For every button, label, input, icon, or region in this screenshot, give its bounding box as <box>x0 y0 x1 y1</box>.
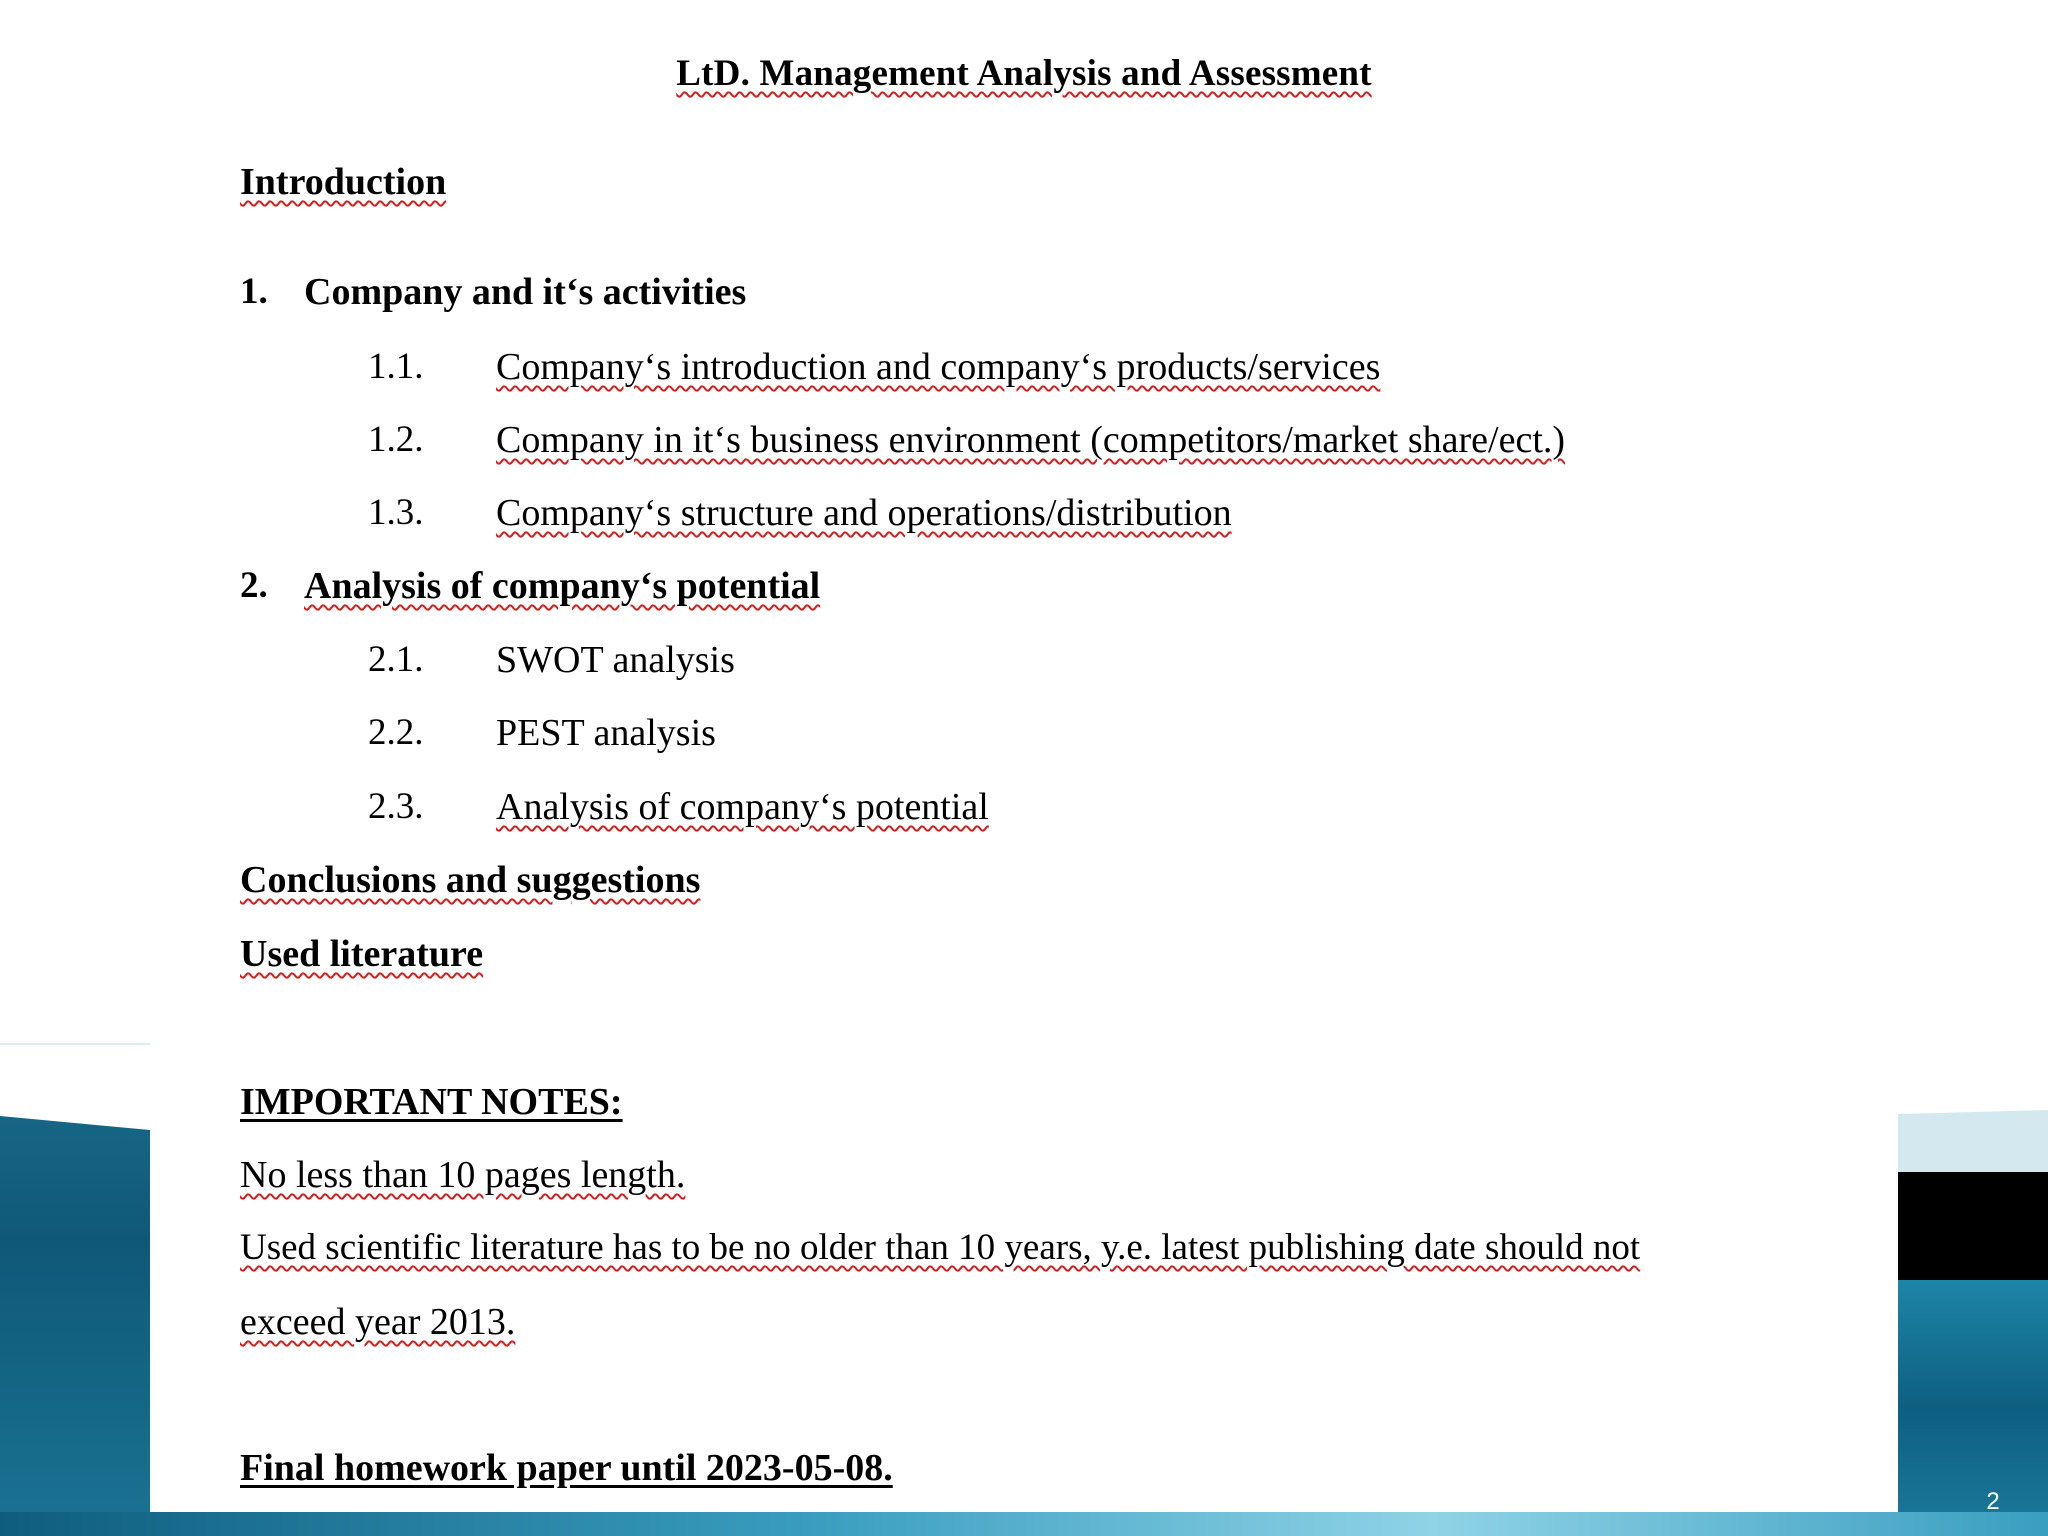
item-2-2-number: 2.2. <box>368 712 424 753</box>
notes-line-2: Used scientific literature has to be no older than 10 years, y.e. latest publishing date should not <box>240 1227 1641 1268</box>
item-2-2-text: PEST analysis <box>496 712 716 754</box>
slide-decoration-right-pale <box>1898 1110 2048 1174</box>
item-1-2-number: 1.2. <box>368 419 424 460</box>
deadline: Final homework paper until 2023-05-08. <box>240 1447 893 1489</box>
item-2-3-number: 2.3. <box>368 786 424 827</box>
slide-decoration-left <box>0 1044 150 1536</box>
item-1-1-text: Company‘s introduction and company‘s products/services <box>496 346 1381 388</box>
slide-decoration-bottom <box>0 1512 2048 1536</box>
document-page <box>150 0 1898 1512</box>
slide-decoration-right-black <box>1898 1172 2048 1280</box>
item-1-2-text: Company in it‘s business environment (competitors/market share/ect.) <box>496 419 1566 461</box>
heading-literature: Used literature <box>240 933 484 975</box>
item-2-3-text: Analysis of company‘s potential <box>496 786 989 828</box>
slide-page-number: 2 <box>1986 1488 2000 1515</box>
item-1-3-number: 1.3. <box>368 492 424 533</box>
heading-conclusions: Conclusions and suggestions <box>240 859 701 901</box>
slide-decoration-right-blue <box>1898 1280 2048 1536</box>
section-2-heading: Analysis of company‘s potential <box>304 565 821 607</box>
section-1-number: 1. <box>240 271 268 312</box>
item-2-1-number: 2.1. <box>368 639 424 680</box>
item-2-1-text: SWOT analysis <box>496 639 735 681</box>
heading-introduction: Introduction <box>240 161 447 203</box>
item-1-1-number: 1.1. <box>368 346 424 387</box>
notes-heading: IMPORTANT NOTES: <box>240 1081 623 1123</box>
item-1-3-text: Company‘s structure and operations/distribution <box>496 492 1232 534</box>
slide-decoration-line <box>0 1043 150 1045</box>
document-title: LtD. Management Analysis and Assessment <box>676 53 1372 94</box>
notes-line-3: exceed year 2013. <box>240 1301 516 1343</box>
notes-line-1: No less than 10 pages length. <box>240 1154 686 1196</box>
section-2-number: 2. <box>240 565 268 606</box>
section-1-heading: Company and it‘s activities <box>304 271 747 313</box>
